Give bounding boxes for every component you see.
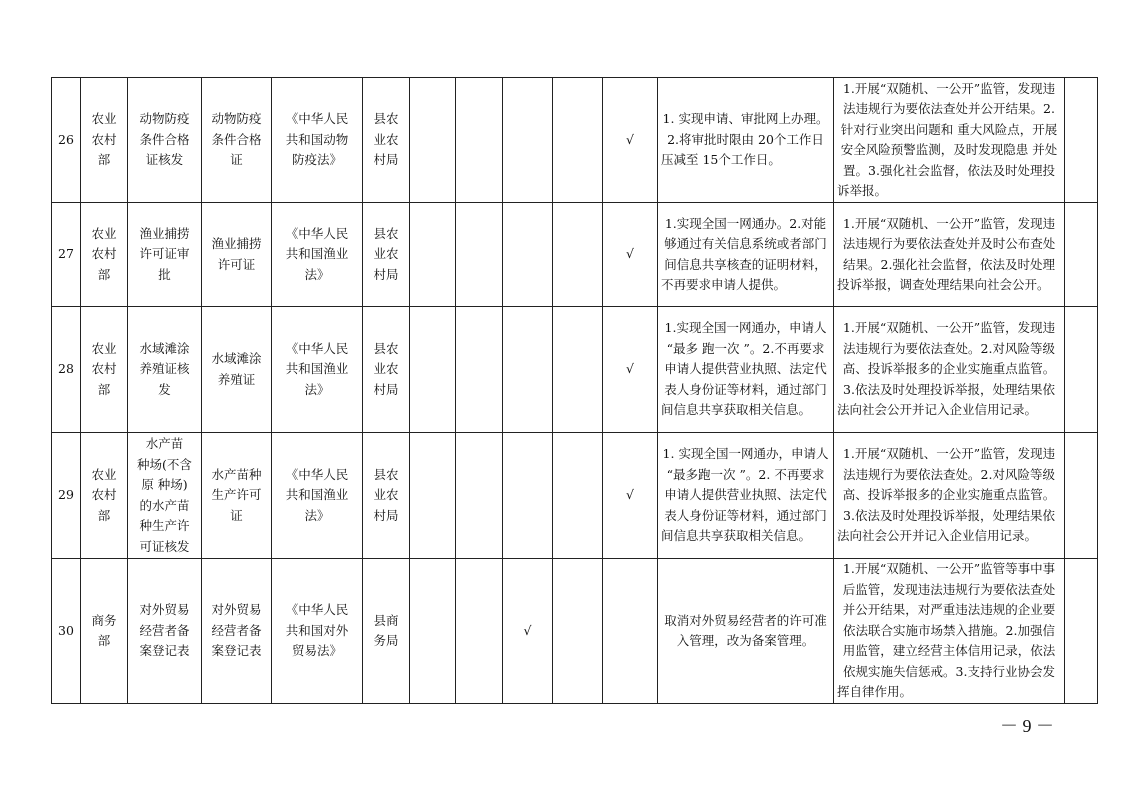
reform-method-cell [456, 433, 503, 559]
legal-basis: 《中华人民 共和国渔业 法》 [272, 203, 363, 307]
license-name: 水域滩涂 养殖证 [202, 307, 272, 433]
supervision-measures: 1.开展“双随机、一公开”监管，发现违法违规行为要依法查处并公开结果。2.针对行业突出问题和 重大风险点，开展安全风险预警监测，及时发现隐患 并处置。3.强化社会监督，依法及时处理投诉举报。 [834, 78, 1065, 203]
supervision-measures: 1.开展“双随机、一公开”监管，发现违法违规行为要依法查处并及时公布查处结果。2.强化社会监督，依法及时处理投诉举报，调查处理结果向社会公开。 [834, 203, 1065, 307]
reform-method-cell [503, 203, 553, 307]
item-name: 对外贸易 经营者备 案登记表 [128, 559, 202, 704]
reform-method-cell [410, 203, 456, 307]
license-name: 水产苗种 生产许可 证 [202, 433, 272, 559]
implementing-agency: 县商 务局 [363, 559, 410, 704]
license-name: 对外贸易 经营者备 案登记表 [202, 559, 272, 704]
legal-basis: 《中华人民 共和国渔业 法》 [272, 433, 363, 559]
item-name: 水产苗 种场(不含 原 种场) 的水产苗 种生产许 可证核发 [128, 433, 202, 559]
item-name: 动物防疫 条件合格 证核发 [128, 78, 202, 203]
license-name: 动物防疫 条件合格 证 [202, 78, 272, 203]
legal-basis: 《中华人民 共和国渔业 法》 [272, 307, 363, 433]
reform-method-cell [410, 307, 456, 433]
table-row [52, 203, 1098, 307]
check-mark: √ [603, 307, 658, 433]
remarks-cell [1065, 78, 1098, 203]
row-number: 29 [52, 433, 81, 559]
remarks-cell [1065, 203, 1098, 307]
reform-method-cell [410, 433, 456, 559]
supervision-measures: 1.开展“双随机、一公开”监管等事中事后监管，发现违法违规行为要依法查处并公开结果，对严重违法违规的企业要依法联合实施市场禁入措施。2.加强信用监管，建立经营主体信用记录，依法依规实施失信惩戒。3.支持行业协会发挥自律作用。 [834, 559, 1065, 704]
supervision-measures: 1.开展“双随机、一公开”监管，发现违法违规行为要依法查处。2.对风险等级高、投诉举报多的企业实施重点监管。3.依法及时处理投诉举报，处理结果依法向社会公开并记入企业信用记录。 [834, 307, 1065, 433]
check-mark: √ [603, 433, 658, 559]
department: 农业 农村 部 [81, 307, 128, 433]
row-number: 30 [52, 559, 81, 704]
row-number: 26 [52, 78, 81, 203]
reform-measures: 1. 实现申请、审批网上办理。2.将审批时限由 20个工作日压减至 15个工作日。 [658, 78, 834, 203]
reform-method-cell [503, 78, 553, 203]
remarks-cell [1065, 307, 1098, 433]
table-row [52, 433, 1098, 559]
reform-measures: 1.实现全国一网通办。2.对能够通过有关信息系统或者部门间信息共享核查的证明材料，不再要求申请人提供。 [658, 203, 834, 307]
implementing-agency: 县农 业农 村局 [363, 433, 410, 559]
item-name: 水域滩涂 养殖证核 发 [128, 307, 202, 433]
license-name: 渔业捕捞 许可证 [202, 203, 272, 307]
reform-measures: 1. 实现全国一网通办，申请人 “最多跑一次 ”。2. 不再要求申请人提供营业执照、法定代表人身份证等材料，通过部门间信息共享获取相关信息。 [658, 433, 834, 559]
reform-method-cell [553, 559, 603, 704]
remarks-cell [1065, 433, 1098, 559]
reform-measures: 取消对外贸易经营者的许可准入管理，改为备案管理。 [658, 559, 834, 704]
row-number: 28 [52, 307, 81, 433]
department: 农业 农村 部 [81, 78, 128, 203]
reform-items-table [51, 77, 1098, 704]
reform-method-cell [456, 559, 503, 704]
reform-method-cell [603, 559, 658, 704]
table-row [52, 307, 1098, 433]
check-mark: √ [603, 78, 658, 203]
remarks-cell [1065, 559, 1098, 704]
page-number: － 9 － [1000, 716, 1054, 736]
department: 农业 农村 部 [81, 203, 128, 307]
reform-method-cell [553, 433, 603, 559]
reform-method-cell [553, 78, 603, 203]
reform-method-cell [410, 78, 456, 203]
implementing-agency: 县农 业农 村局 [363, 78, 410, 203]
row-number: 27 [52, 203, 81, 307]
legal-basis: 《中华人民 共和国动物 防疫法》 [272, 78, 363, 203]
reform-method-cell [456, 307, 503, 433]
item-name: 渔业捕捞 许可证审 批 [128, 203, 202, 307]
reform-method-cell [410, 559, 456, 704]
table-row [52, 78, 1098, 203]
check-mark: √ [503, 559, 553, 704]
reform-method-cell [553, 203, 603, 307]
department: 商务 部 [81, 559, 128, 704]
reform-method-cell [503, 433, 553, 559]
implementing-agency: 县农 业农 村局 [363, 203, 410, 307]
check-mark: √ [603, 203, 658, 307]
reform-method-cell [503, 307, 553, 433]
reform-method-cell [456, 203, 503, 307]
supervision-measures: 1.开展“双随机、一公开”监管，发现违法违规行为要依法查处。2.对风险等级高、投诉举报多的企业实施重点监管。3.依法及时处理投诉举报，处理结果依法向社会公开并记入企业信用记录。 [834, 433, 1065, 559]
reform-measures: 1.实现全国一网通办，申请人 “最多 跑一次 ”。2.不再要求申请人提供营业执照、法定代表人身份证等材料，通过部门间信息共享获取相关信息。 [658, 307, 834, 433]
table-row [52, 559, 1098, 704]
reform-method-cell [456, 78, 503, 203]
implementing-agency: 县农 业农 村局 [363, 307, 410, 433]
reform-method-cell [553, 307, 603, 433]
department: 农业 农村 部 [81, 433, 128, 559]
legal-basis: 《中华人民 共和国对外 贸易法》 [272, 559, 363, 704]
